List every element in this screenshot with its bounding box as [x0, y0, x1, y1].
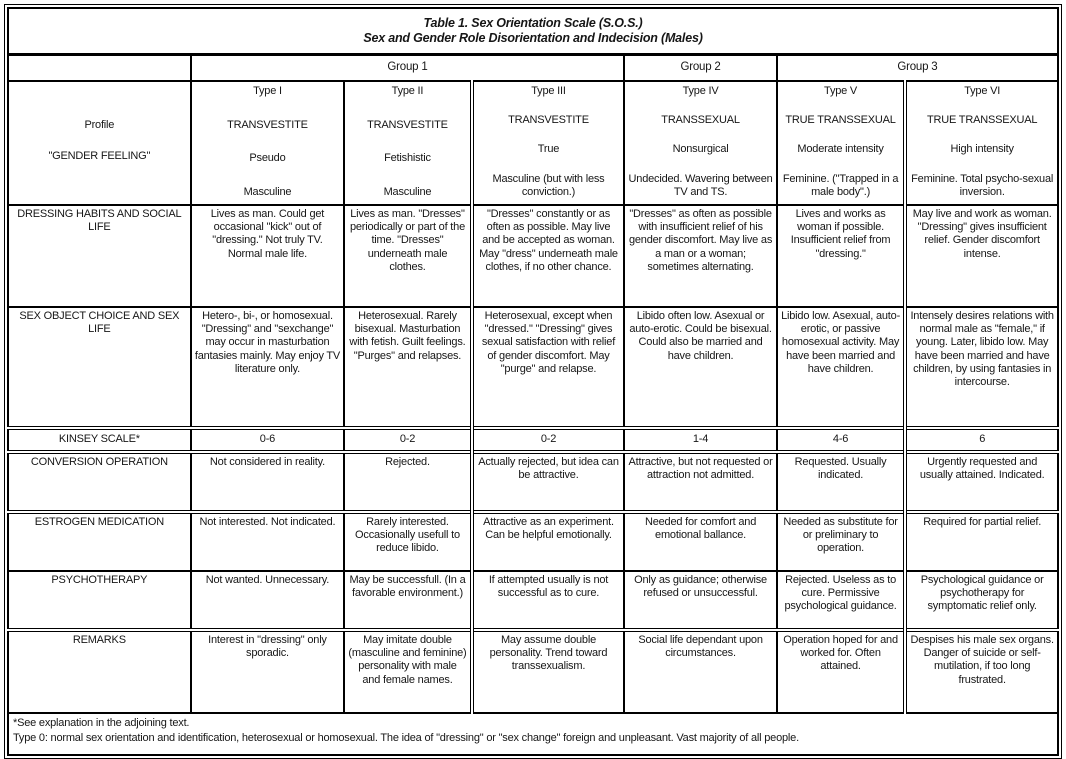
- row-label-dressing: DRESSING HABITS AND SOCIAL LIFE: [8, 205, 191, 307]
- type-header-3: Type III: [531, 85, 566, 97]
- type-column-4: [624, 81, 777, 205]
- type-column-3: [472, 81, 625, 205]
- table-title: [8, 8, 1058, 55]
- cell-conversion-type-1: Not considered in reality.: [191, 452, 345, 512]
- cell-conversion-type-4: Attractive, but not requested or attraction not admitted.: [624, 452, 777, 512]
- cell-estrogen-type-4: Needed for comfort and emotional ballance.: [624, 512, 777, 571]
- group-header-3: Group 3: [777, 55, 1058, 82]
- type-header-1: Type I: [253, 85, 282, 97]
- cell-sexobj-type-3: Heterosexual, except when "dressed." "Dressing" gives sexual satisfaction with relief of gender discomfort. May "purge" and relapse.: [472, 307, 625, 428]
- table-row: [8, 8, 1058, 55]
- cell-kinsey-type-6: 6: [905, 428, 1058, 452]
- cell-psychotherapy-type-5: Rejected. Useless as to cure. Permissive psychological guidance.: [777, 571, 905, 630]
- cell-sexobj-type-5: Libido low. Asexual, auto-erotic, or passive homosexual activity. May have been married and have children.: [777, 307, 905, 428]
- type-subtype-2: Fetishistic: [384, 152, 431, 165]
- cell-dressing-type-3: "Dresses" constantly or as often as possible. May live and be accepted as woman. May "dress" underneath male clothes, if no other chance.: [472, 205, 625, 307]
- cell-remarks-type-4: Social life dependant upon circumstances.: [624, 630, 777, 713]
- type-column-1: [191, 81, 345, 205]
- row-label-remarks: REMARKS: [8, 630, 191, 713]
- table-row: [8, 55, 1058, 82]
- type-subtype-4: Nonsurgical: [672, 143, 729, 156]
- type-column-6: [905, 81, 1058, 205]
- type-category-6: TRUE TRANSSEXUAL: [927, 114, 1038, 127]
- footnote-2: Type 0: normal sex orientation and identification, heterosexual or homosexual. The idea of "dressing" or "sex change" foreign and unpleasant. Vast majority of all people.: [13, 732, 799, 745]
- cell-estrogen-type-3: Attractive as an experiment. Can be helpful emotionally.: [472, 512, 625, 571]
- cell-conversion-type-2: Rejected.: [344, 452, 471, 512]
- type-category-3: TRANSVESTITE: [508, 114, 589, 127]
- row-label-sex-object: SEX OBJECT CHOICE AND SEX LIFE: [8, 307, 191, 428]
- type-feeling-3: Masculine (but with less conviction.): [492, 172, 605, 198]
- row-label-kinsey: KINSEY SCALE*: [8, 428, 191, 452]
- cell-sexobj-type-2: Heterosexual. Rarely bisexual. Masturbation with fetish. Guilt feelings. "Purges" and relapses.: [344, 307, 471, 428]
- table-row: [8, 428, 1058, 452]
- cell-kinsey-type-1: 0-6: [191, 428, 345, 452]
- cell-estrogen-type-2: Rarely interested. Occasionally usefull to reduce libido.: [344, 512, 471, 571]
- group-header-1: Group 1: [191, 55, 625, 82]
- table-footnotes: [8, 713, 1058, 755]
- cell-sexobj-type-1: Hetero-, bi-, or homosexual. "Dressing" and "sexchange" may occur in masturbation fantasies mainly. May enjoy TV literature only.: [191, 307, 345, 428]
- profile-row-label: [8, 81, 191, 205]
- table-title-line2: Sex and Gender Role Disorientation and Indecision (Males): [363, 31, 703, 45]
- cell-psychotherapy-type-6: Psychological guidance or psychotherapy for symptomatic relief only.: [905, 571, 1058, 630]
- cell-psychotherapy-type-2: May be successfull. (In a favorable environment.): [344, 571, 471, 630]
- cell-conversion-type-5: Requested. Usually indicated.: [777, 452, 905, 512]
- cell-kinsey-type-2: 0-2: [344, 428, 471, 452]
- table-row: [8, 630, 1058, 713]
- type-feeling-6: Feminine. Total psycho-sexual inversion.: [911, 172, 1054, 198]
- row-label-estrogen: ESTROGEN MEDICATION: [8, 512, 191, 571]
- type-subtype-1: Pseudo: [249, 152, 286, 165]
- type-feeling-2: Masculine: [383, 185, 432, 198]
- footnote-1: *See explanation in the adjoining text.: [13, 717, 190, 729]
- cell-remarks-type-1: Interest in "dressing" only sporadic.: [191, 630, 345, 713]
- cell-estrogen-type-1: Not interested. Not indicated.: [191, 512, 345, 571]
- table-title-line1: Table 1. Sex Orientation Scale (S.O.S.): [423, 16, 643, 30]
- cell-remarks-type-6: Despises his male sex organs. Danger of suicide or self-mutilation, if too long frustrated.: [905, 630, 1058, 713]
- cell-dressing-type-1: Lives as man. Could get occasional "kick" out of "dressing." Not truly TV. Normal male life.: [191, 205, 345, 307]
- cell-dressing-type-2: Lives as man. "Dresses" periodically or part of the time. "Dresses" underneath male clothes.: [344, 205, 471, 307]
- table-row: [8, 81, 1058, 205]
- table-row: [8, 452, 1058, 512]
- type-header-6: Type VI: [964, 85, 1001, 97]
- type-header-4: Type IV: [682, 85, 719, 97]
- type-column-5: [777, 81, 905, 205]
- group-header-spacer: [8, 55, 191, 82]
- cell-conversion-type-3: Actually rejected, but idea can be attractive.: [472, 452, 625, 512]
- profile-label-line1: Profile: [84, 118, 115, 131]
- type-subtype-5: Moderate intensity: [797, 143, 884, 156]
- cell-estrogen-type-5: Needed as substitute for or preliminary to operation.: [777, 512, 905, 571]
- cell-estrogen-type-6: Required for partial relief.: [905, 512, 1058, 571]
- cell-dressing-type-5: Lives and works as woman if possible. Insufficient relief from "dressing.": [777, 205, 905, 307]
- cell-remarks-type-2: May imitate double (masculine and feminine) personality with male and female names.: [344, 630, 471, 713]
- type-category-5: TRUE TRANSSEXUAL: [785, 114, 896, 127]
- cell-kinsey-type-3: 0-2: [472, 428, 625, 452]
- type-header-5: Type V: [824, 85, 858, 97]
- cell-psychotherapy-type-1: Not wanted. Unnecessary.: [191, 571, 345, 630]
- type-header-2: Type II: [391, 85, 424, 97]
- cell-sexobj-type-6: Intensely desires relations with normal male as "female," if young. Later, libido low. May have been married and have children, by using fantasies in intercourse.: [905, 307, 1058, 428]
- cell-dressing-type-6: May live and work as woman. "Dressing" gives insufficient relief. Gender discomfort intense.: [905, 205, 1058, 307]
- type-column-2: [344, 81, 471, 205]
- type-category-4: TRANSSEXUAL: [661, 114, 740, 127]
- sex-orientation-scale-table: [7, 7, 1059, 756]
- cell-sexobj-type-4: Libido often low. Asexual or auto-erotic. Could be bisexual. Could also be married and have children.: [624, 307, 777, 428]
- table-row: [8, 205, 1058, 307]
- type-feeling-1: Masculine: [243, 185, 292, 198]
- table-row: [8, 512, 1058, 571]
- row-label-psychotherapy: PSYCHOTHERAPY: [8, 571, 191, 630]
- type-feeling-5: Feminine. ("Trapped in a male body".): [782, 172, 899, 198]
- cell-dressing-type-4: "Dresses" as often as possible with insufficient relief of his gender discomfort. May live as a man or a woman; sometimes alternating.: [624, 205, 777, 307]
- type-category-2: TRANSVESTITE: [367, 118, 448, 131]
- type-feeling-4: Undecided. Wavering between TV and TS.: [628, 172, 773, 198]
- cell-kinsey-type-4: 1-4: [624, 428, 777, 452]
- type-category-1: TRANSVESTITE: [227, 118, 308, 131]
- profile-label-line2: "GENDER FEELING": [48, 150, 151, 162]
- type-subtype-3: True: [537, 143, 560, 156]
- cell-psychotherapy-type-4: Only as guidance; otherwise refused or unsuccessful.: [624, 571, 777, 630]
- table-row: [8, 307, 1058, 428]
- cell-psychotherapy-type-3: If attempted usually is not successful as to cure.: [472, 571, 625, 630]
- table-row: [8, 571, 1058, 630]
- cell-kinsey-type-5: 4-6: [777, 428, 905, 452]
- cell-conversion-type-6: Urgently requested and usually attained. Indicated.: [905, 452, 1058, 512]
- type-subtype-6: High intensity: [950, 143, 1014, 156]
- table-outer-frame: [4, 4, 1062, 759]
- table-row: [8, 713, 1058, 755]
- group-header-2: Group 2: [624, 55, 777, 82]
- cell-remarks-type-5: Operation hoped for and worked for. Often attained.: [777, 630, 905, 713]
- cell-remarks-type-3: May assume double personality. Trend toward transsexualism.: [472, 630, 625, 713]
- row-label-conversion: CONVERSION OPERATION: [8, 452, 191, 512]
